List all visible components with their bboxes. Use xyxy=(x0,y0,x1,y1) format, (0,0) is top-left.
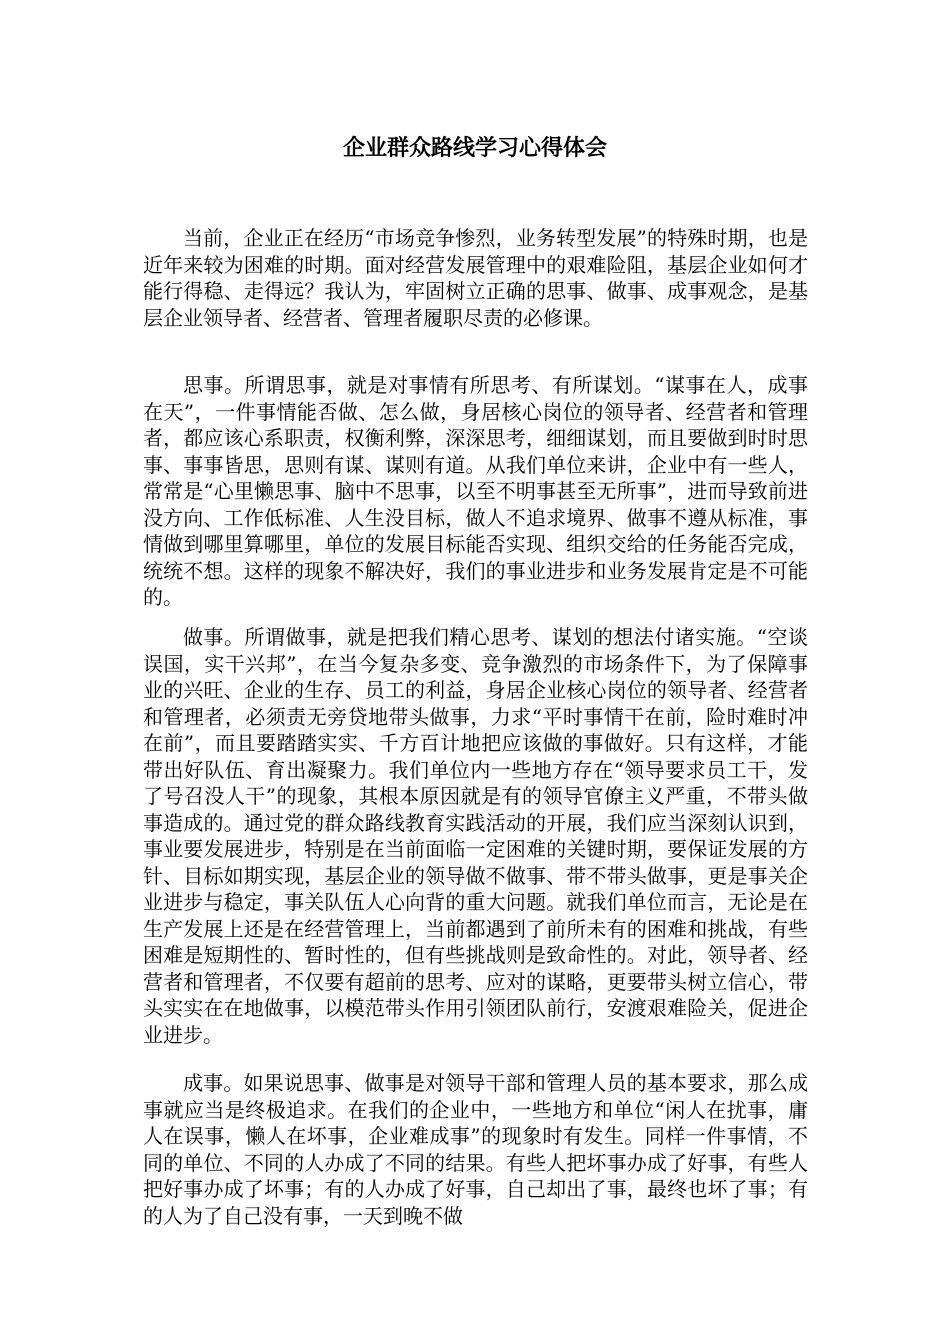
paragraph-zuoshi: 做事。所谓做事，就是把我们精心思考、谋划的想法付诸实施。“空谈误国，实干兴邦”，在当今复杂多变、竞争激烈的市场条件下，为了保障事业的兴旺、企业的生存、员工的利益，身居企业核心岗位的领导者、经营者和管理者，必须责无旁贷地带头做事，力求“平时事情干在前，险时难时冲在前”，而且要踏踏实实、千方百计地把应该做的事做好。只有这样，才能带出好队伍、育出凝聚力。我们单位内一些地方存在“领导要求员工干，发了号召没人干”的现象，其根本原因就是有的领导官僚主义严重，不带头做事造成的。通过党的群众路线教育实践活动的开展，我们应当深刻认识到，事业要发展进步，特别是在当前面临一定困难的关键时期，要保证发展的方针、目标如期实现，基层企业的领导做不做事、带不带头做事，更是事关企业进步与稳定，事关队伍人心向背的重大问题。就我们单位而言，无论是在生产发展上还是在经营管理上，当前都遇到了前所未有的困难和挑战，有些困难是短期性的、暂时性的，但有些挑战则是致命性的。对此，领导者、经营者和管理者，不仅要有超前的思考、应对的谋略，更要带头树立信心，带头实实在在地做事，以模范带头作用引领团队前行，安渡艰难险关，促进企业进步。 xyxy=(143,625,808,1047)
paragraph-sishi: 思事。所谓思事，就是对事情有所思考、有所谋划。“谋事在人，成事在天”，一件事情能否做、怎么做，身居核心岗位的领导者、经营者和管理者，都应该心系职责，权衡利弊，深深思考，细细谋划，而且要做到时时思事、事事皆思，思则有谋、谋则有道。从我们单位来讲，企业中有一些人，常常是“心里懒思事、脑中不思事，以至不明事甚至无所事”，进而导致前进没方向、工作低标准、人生没目标，做人不追求境界、做事不遵从标准，事情做到哪里算哪里，单位的发展目标能否实现、组织交给的任务能否完成，统统不想。这样的现象不解决好，我们的事业进步和业务发展肯定是不可能的。 xyxy=(143,373,808,609)
paragraph-chengshi: 成事。如果说思事、做事是对领导干部和管理人员的基本要求，那么成事就应当是终极追求。在我们的企业中，一些地方和单位“闲人在扰事，庸人在误事，懒人在坏事，企业难成事”的现象时有发生。同样一件事情，不同的单位、不同的人办成了不同的结果。有些人把坏事办成了好事，有些人把好事办成了坏事；有的人办成了好事，自己却出了事，最终也坏了事；有的人为了自己没有事，一天到晚不做 xyxy=(143,1071,808,1228)
paragraph-intro: 当前，企业正在经历“市场竞争惨烈，业务转型发展”的特殊时期，也是近年来较为困难的时期。面对经营发展管理中的艰难险阻，基层企业如何才能行得稳、走得远？我认为，牢固树立正确的思事、做事、成事观念，是基层企业领导者、经营者、管理者履职尽责的必修课。 xyxy=(143,226,808,330)
document-title: 企业群众路线学习心得体会 xyxy=(342,135,607,161)
